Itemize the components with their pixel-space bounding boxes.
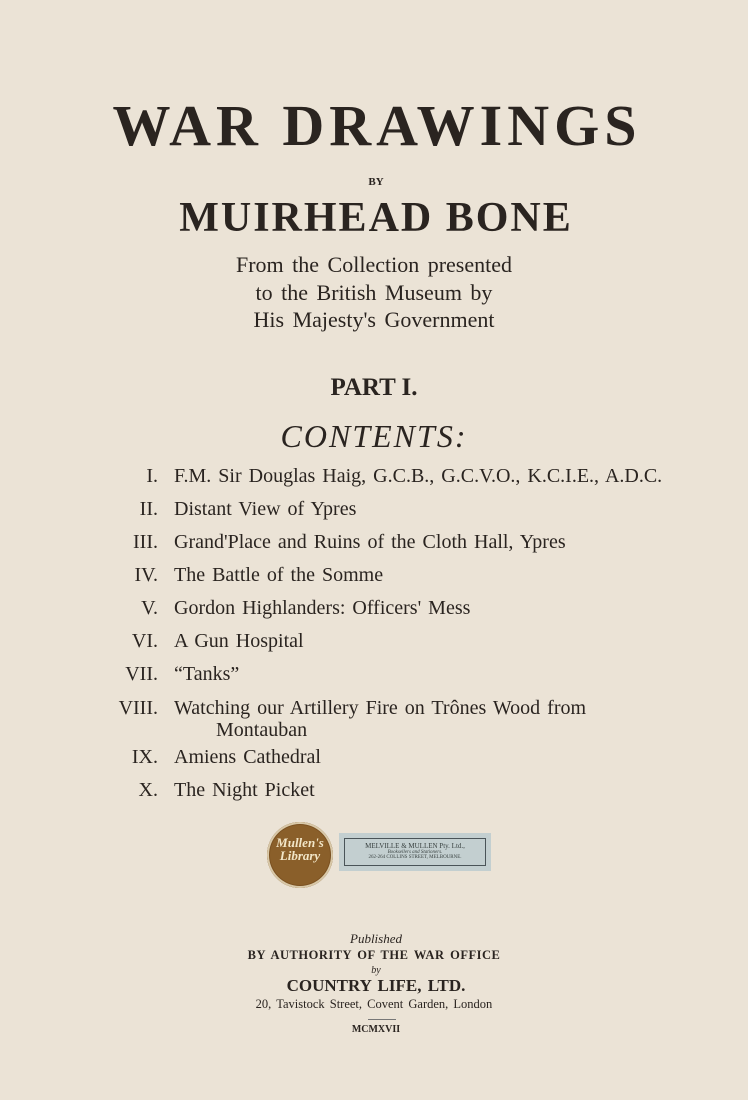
seal-text: Mullen's Library [276, 835, 324, 863]
label-line-1: MELVILLE & MULLEN Pty. Ltd., [365, 842, 465, 850]
item-title: Gordon Highlanders: Officers' Mess [174, 597, 471, 619]
contents-item [0, 498, 748, 522]
item-number: V. [141, 597, 158, 619]
divider-rule [368, 1019, 396, 1020]
author-name: MUIRHEAD BONE [179, 195, 573, 241]
item-number: VI. [131, 630, 158, 652]
contents-item [0, 597, 748, 621]
part-number: PART I. [330, 374, 418, 401]
imprint-authority: BY AUTHORITY OF THE WAR OFFICE [247, 948, 501, 962]
imprint-publisher: COUNTRY LIFE, LTD. [286, 976, 466, 995]
item-title: “Tanks” [174, 663, 240, 685]
item-number: X. [138, 779, 158, 801]
item-title: A Gun Hospital [174, 630, 304, 652]
contents-item [0, 531, 748, 555]
item-title: Amiens Cathedral [174, 746, 321, 768]
contents-item [0, 697, 748, 743]
item-number: IV. [134, 564, 158, 586]
book-title: WAR DRAWINGS [112, 93, 642, 158]
item-title-continued: Montauban [216, 719, 308, 741]
item-number: II. [139, 498, 158, 520]
imprint-address: 20, Tavistock Street, Covent Garden, London [255, 997, 493, 1011]
item-title: Grand'Place and Ruins of the Cloth Hall, Ypres [174, 531, 566, 553]
subtitle-line-3: His Majesty's Government [253, 307, 495, 332]
label-line-3: 262-264 COLLINS STREET, MELBOURNE. [368, 855, 462, 860]
item-number: VIII. [118, 697, 158, 719]
bookseller-label [339, 833, 491, 871]
contents-item [0, 564, 748, 588]
contents-heading: CONTENTS: [280, 418, 468, 454]
item-title: Distant View of Ypres [174, 498, 357, 520]
subtitle-line-2: to the British Museum by [255, 280, 493, 305]
item-number: I. [146, 465, 158, 487]
imprint-year: MCMXVII [351, 1024, 401, 1035]
by-line: BY [368, 176, 384, 188]
item-title: F.M. Sir Douglas Haig, G.C.B., G.C.V.O., K.C.I.E., A.D.C. [174, 465, 663, 487]
item-title: Watching our Artillery Fire on Trônes Wood from [174, 697, 587, 719]
contents-item [0, 663, 748, 687]
contents-item [0, 630, 748, 654]
contents-item [0, 746, 748, 770]
subtitle-line-1: From the Collection presented [236, 252, 512, 277]
library-seal-stamp [267, 822, 333, 888]
label-line-2: Booksellers and Stationers. [387, 850, 443, 855]
contents-item [0, 465, 748, 489]
imprint-by: by [371, 965, 381, 976]
contents-item [0, 779, 748, 803]
imprint-published: Published [350, 931, 402, 946]
item-title: The Night Picket [174, 779, 315, 801]
item-title: The Battle of the Somme [174, 564, 384, 586]
item-number: VII. [125, 663, 158, 685]
item-number: III. [133, 531, 158, 553]
item-number: IX. [131, 746, 158, 768]
